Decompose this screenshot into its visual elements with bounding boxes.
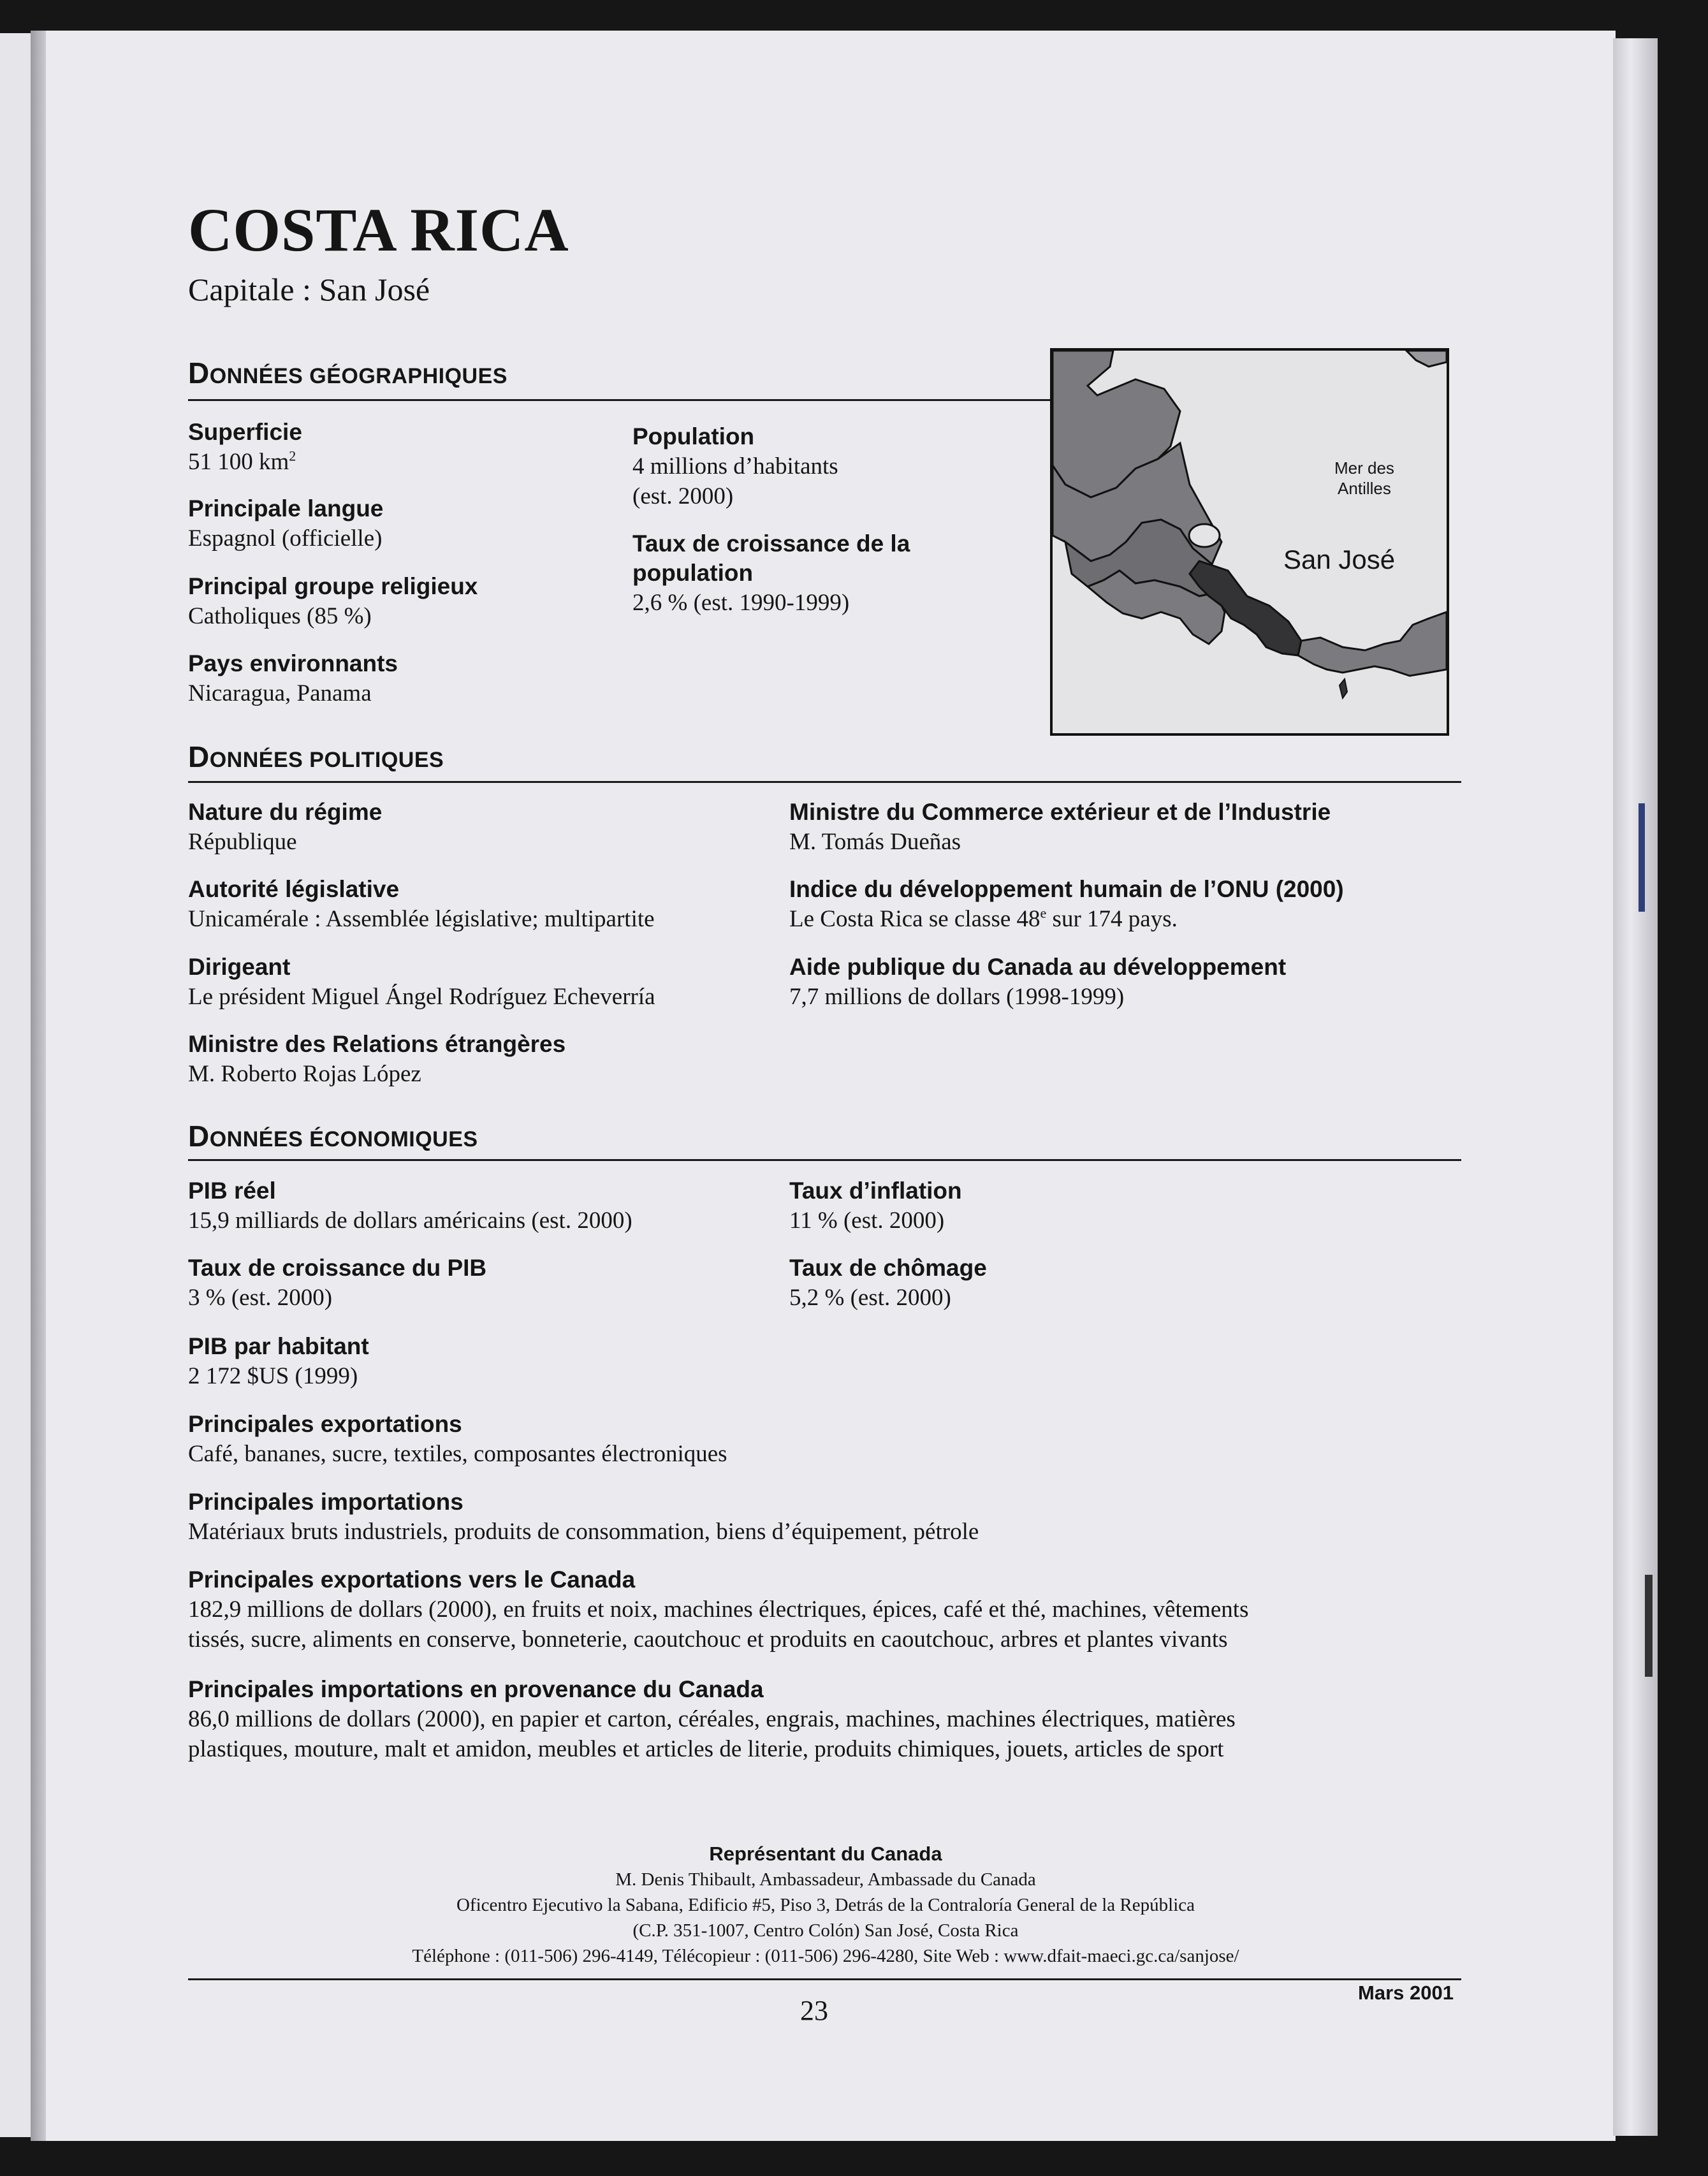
section-rule-political [188, 781, 1461, 783]
field-imports: Principales importations Matériaux bruts industriels, produits de consommation, biens d’équipement, pétrole [188, 1489, 979, 1545]
edge-tab-blue [1639, 803, 1645, 912]
field-development-aid: Aide publique du Canada au développement 7,7 millions de dollars (1998-1999) [789, 954, 1287, 1010]
field-inflation: Taux d’inflation 11 % (est. 2000) [789, 1178, 962, 1234]
region-map [1050, 348, 1449, 736]
field-gdp-per-capita: PIB par habitant 2 172 $US (1999) [188, 1333, 369, 1389]
section-rule-economic [188, 1159, 1461, 1161]
field-trade-minister: Ministre du Commerce extérieur et de l’Industrie M. Tomás Dueñas [789, 799, 1331, 855]
page-title: COSTA RICA [188, 196, 569, 264]
field-exports-to-canada: Principales exportations vers le Canada 182,9 millions de dollars (2000), en fruits et noix, machines électriques, épices, café et thé, machines, vêtements tissés, sucre, aliments en conserve, bonneterie, caoutchouc et produits en caoutchouc, arbres et plantes vivants [188, 1566, 1249, 1653]
representative-name: M. Denis Thibault, Ambassadeur, Ambassade du Canada [615, 1869, 1036, 1890]
section-heading-geo: DONNÉES GÉOGRAPHIQUES [188, 356, 507, 390]
section-heading-political: DONNÉES POLITIQUES [188, 740, 444, 773]
page-stack-edge [1613, 38, 1658, 2136]
field-hdi: Indice du développement humain de l’ONU (2000) Le Costa Rica se classe 48e sur 174 pays. [789, 876, 1344, 932]
footer-rule [188, 1978, 1461, 1980]
field-exports: Principales exportations Café, bananes, sucre, textiles, composantes électroniques [188, 1411, 727, 1467]
field-religion: Principal groupe religieux Catholiques (85 %) [188, 573, 478, 629]
page-number: 23 [800, 1995, 828, 2026]
facing-page-edge [0, 33, 31, 2137]
map-label-capital: San José [1283, 544, 1396, 574]
capital-line: Capitale : San José [188, 272, 430, 307]
field-population-growth: Taux de croissance de la population 2,6 % (est. 1990-1999) [632, 530, 910, 616]
field-regime: Nature du régime République [188, 799, 383, 855]
field-neighbors: Pays environnants Nicaragua, Panama [188, 650, 398, 706]
representative-address: Oficentro Ejecutivo la Sabana, Edificio #5, Piso 3, Detrás de la Contraloría General de la República [456, 1895, 1195, 1915]
canada-representative [188, 1841, 1463, 1969]
representative-heading: Représentant du Canada [709, 1843, 942, 1865]
section-rule-geo [188, 399, 1050, 401]
field-population: Population 4 millions d’habitants (est. 2000) [632, 423, 838, 509]
section-heading-economic: DONNÉES ÉCONOMIQUES [188, 1120, 478, 1153]
representative-city: (C.P. 351-1007, Centro Colón) San José, Costa Rica [632, 1920, 1019, 1941]
field-area: Superficie 51 100 $km^2$ [188, 419, 302, 475]
field-unemployment: Taux de chômage 5,2 % (est. 2000) [789, 1255, 987, 1311]
field-foreign-minister: Ministre des Relations étrangères M. Roberto Rojas López [188, 1031, 566, 1087]
map-drawing [1053, 351, 1447, 733]
edge-tab-dark [1645, 1575, 1653, 1677]
representative-contact: Téléphone : (011-506) 296-4149, Télécopieur : (011-506) 296-4280, Site Web : www.dfait-maeci.gc.ca/sanjose/ [412, 1946, 1239, 1966]
field-leader: Dirigeant Le président Miguel Ángel Rodríguez Echeverría [188, 954, 655, 1010]
map-label-sea: Mer des Antilles [1334, 458, 1394, 498]
field-legislative: Autorité législative Unicamérale : Assemblée législative; multipartite [188, 876, 655, 932]
field-gdp-growth: Taux de croissance du PIB 3 % (est. 2000) [188, 1255, 487, 1311]
field-imports-from-canada: Principales importations en provenance du Canada 86,0 millions de dollars (2000), en papier et carton, céréales, engrais, machines, machines électriques, matières plastiques, mouture, malt et amidon, meubles et articles de literie, produits chimiques, jouets, articles de sport [188, 1676, 1236, 1762]
footer-date: Mars 2001 [1358, 1982, 1454, 2004]
field-language: Principale langue Espagnol (officielle) [188, 495, 384, 551]
field-gdp: PIB réel 15,9 milliards de dollars américains (est. 2000) [188, 1178, 632, 1234]
